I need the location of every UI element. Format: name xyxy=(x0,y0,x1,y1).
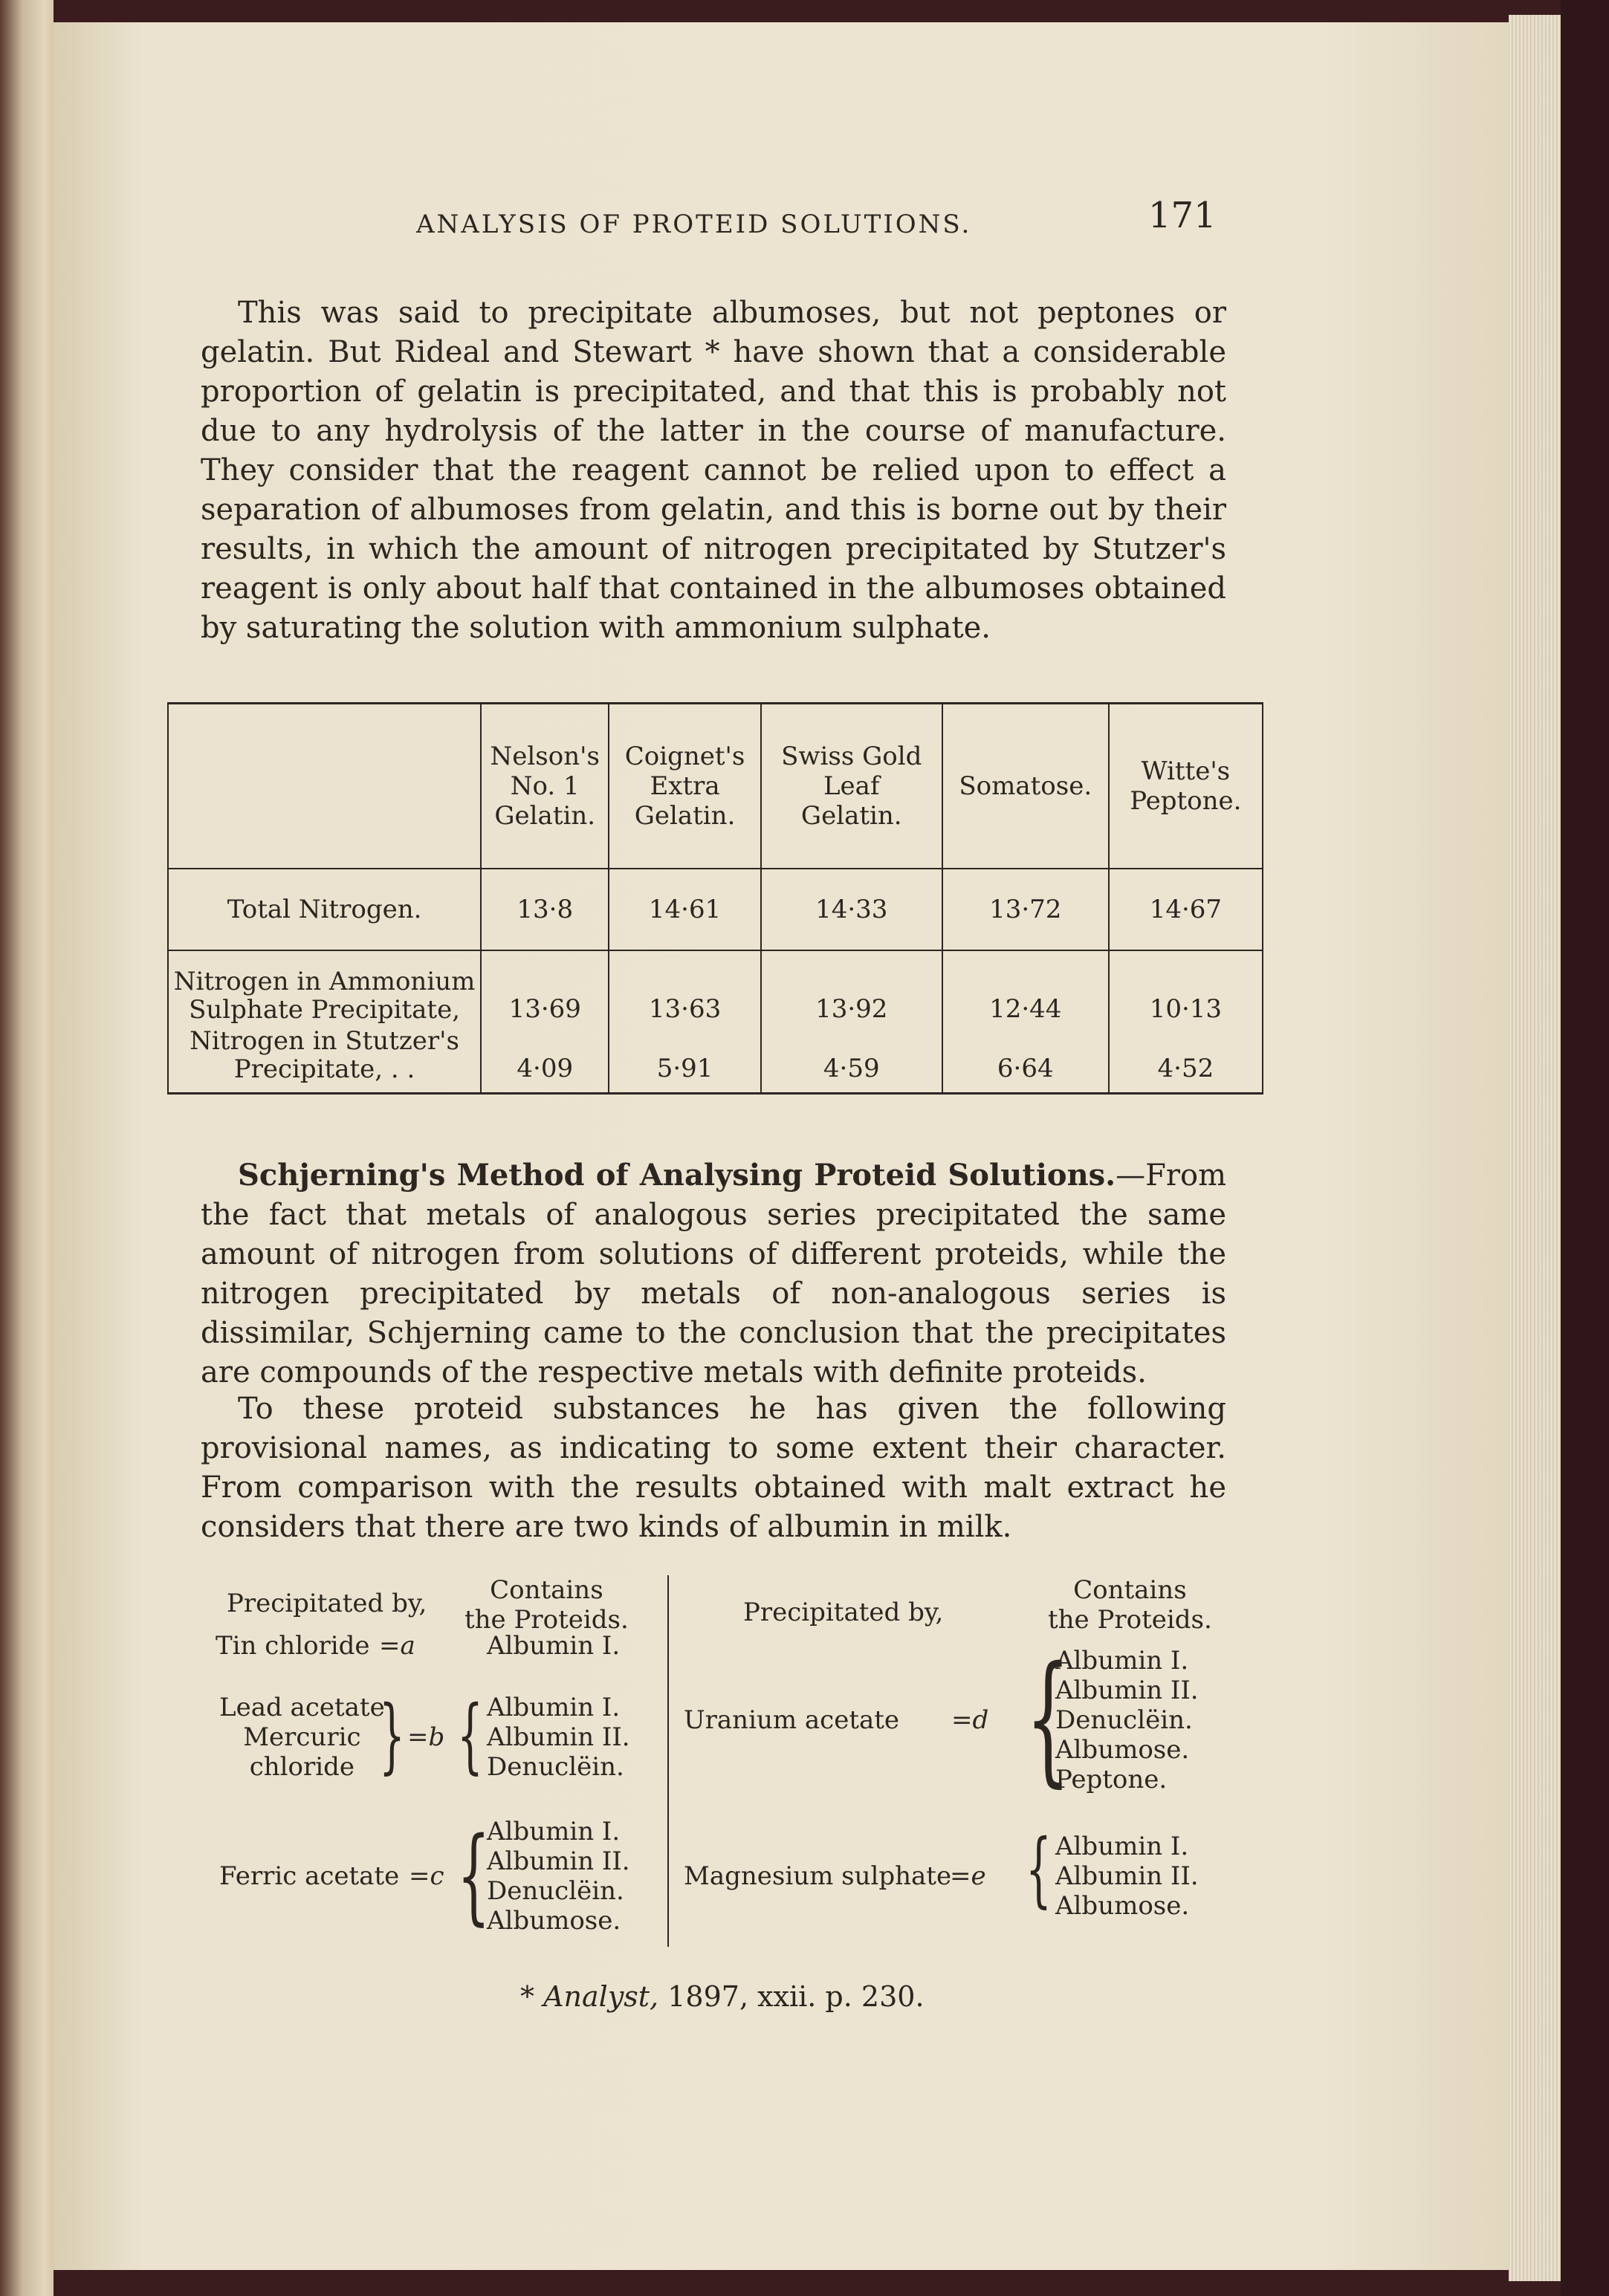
proteids-c xyxy=(487,1817,630,1936)
footnote xyxy=(520,1980,925,2013)
proteids-d xyxy=(1055,1646,1199,1794)
table-cell: 6·64 xyxy=(942,1024,1109,1094)
proteid-a: Albumin I. xyxy=(487,1631,621,1661)
footnote-source: Analyst, xyxy=(543,1980,659,2013)
proteid-line: Albumose. xyxy=(487,1906,621,1936)
right-brace: } xyxy=(379,1687,405,1783)
symbol-d: =d xyxy=(951,1705,989,1735)
proteid-line: Albumin II. xyxy=(487,1722,630,1752)
row-label-line: Total Nitrogen. xyxy=(227,895,422,924)
col-header xyxy=(1109,704,1263,869)
proteid-line: Albumose. xyxy=(1055,1735,1190,1765)
col-header-line: Somatose. xyxy=(959,771,1092,801)
table-cell: 13·69 xyxy=(481,950,609,1024)
proteid-line: Albumose. xyxy=(1055,1891,1190,1921)
table-cell: 4·59 xyxy=(761,1024,942,1094)
proteid-line: Albumin I. xyxy=(487,1817,621,1846)
precipitation-scheme xyxy=(201,1575,1256,1962)
left-header-precipitated: Precipitated by, xyxy=(227,1589,427,1618)
proteid-line: Albumin I. xyxy=(1055,1646,1189,1676)
row-label-line: Nitrogen in Stutzer's xyxy=(190,1026,459,1056)
col-header-line: Gelatin. xyxy=(494,801,596,831)
right-header-contains xyxy=(1048,1575,1212,1635)
col-header-line: Nelson's xyxy=(490,742,600,771)
reagent-line: Mercuric xyxy=(243,1722,361,1752)
table-cell: 13·72 xyxy=(942,869,1109,950)
header-line: the Proteids. xyxy=(1048,1605,1212,1635)
col-header-line: No. 1 xyxy=(510,771,580,801)
paragraph-3 xyxy=(201,1389,1226,1547)
symbol-b: =b xyxy=(407,1722,445,1752)
row-label-line: Precipitate, . . xyxy=(233,1054,415,1084)
col-header-line: Peptone. xyxy=(1130,786,1242,816)
reagent-line: chloride xyxy=(249,1752,355,1782)
proteid-line: Denuclëin. xyxy=(487,1876,624,1906)
table-cell: 14·67 xyxy=(1109,869,1263,950)
header-line: the Proteids. xyxy=(464,1605,629,1635)
reagent-line: Lead acetate xyxy=(219,1693,385,1722)
left-header-contains xyxy=(464,1575,629,1635)
paragraph-2-text: —From the fact that metals of analogous series precipitated the same amount of nitrogen from solutions of different proteids, while the nitrogen precipitated by metals of non-analogous series is dissimilar, Schjerning came to the conclusion that the precipitates are compounds of the respective metals with definite proteids. xyxy=(201,1158,1226,1389)
page-number: 171 xyxy=(1148,195,1217,236)
proteid-line: Albumin I. xyxy=(487,1693,621,1722)
col-header-line: Coignet's xyxy=(624,742,745,771)
col-header-line: Gelatin. xyxy=(634,801,736,831)
symbol-c: =c xyxy=(409,1861,444,1891)
row-label-line: Nitrogen in Ammonium xyxy=(173,967,476,996)
col-header xyxy=(761,704,942,869)
reagent-e: Magnesium sulphate xyxy=(684,1861,952,1891)
table-cell: 10·13 xyxy=(1109,950,1263,1024)
proteid-line: Albumin II. xyxy=(487,1846,630,1876)
reagent-c: Ferric acetate xyxy=(219,1861,400,1891)
page-edges xyxy=(1509,15,1561,2281)
section-heading: Schjerning's Method of Analysing Proteid Solutions. xyxy=(238,1158,1116,1193)
reagent-d: Uranium acetate xyxy=(684,1705,900,1735)
table-header-empty xyxy=(168,704,481,869)
left-brace: { xyxy=(457,1687,483,1783)
col-header-line: Extra xyxy=(650,771,720,801)
proteid-line: Albumin I. xyxy=(1055,1832,1189,1861)
right-header-precipitated: Precipitated by, xyxy=(743,1598,944,1627)
table-cell: 13·92 xyxy=(761,950,942,1024)
proteid-line: Albumin II. xyxy=(1055,1676,1199,1705)
col-header-line: Leaf xyxy=(823,771,880,801)
col-header xyxy=(481,704,609,869)
table-cell: 13·63 xyxy=(609,950,760,1024)
row-label xyxy=(168,869,481,950)
col-header-line: Swiss Gold xyxy=(781,742,922,771)
table-cell: 4·09 xyxy=(481,1024,609,1094)
header-line: Contains xyxy=(1073,1575,1187,1605)
section-paragraph-text xyxy=(201,1155,1226,1392)
table-cell: 12·44 xyxy=(942,950,1109,1024)
proteid-line: Peptone. xyxy=(1055,1765,1168,1794)
col-header xyxy=(609,704,760,869)
book-cover xyxy=(1561,0,1609,2296)
table-cell: 14·33 xyxy=(761,869,942,950)
col-header xyxy=(942,704,1109,869)
paragraph-1-text: This was said to precipitate albumoses, but not peptones or gelatin. But Rideal and Stewart * have shown that a considerable proportion of gelatin is precipitated, and that this is probably not due to any hydrolysis of the latter in the course of manufacture. They consider that the reagent cannot be relied upon to effect a separation of albumoses from gelatin, and this is borne out by their results, in which the amount of nitrogen precipitated by Stutzer's reagent is only about half that contained in the albumoses obtained by saturating the solution with ammonium sulphate. xyxy=(201,296,1226,645)
nitrogen-table xyxy=(167,702,1263,1095)
left-brace: { xyxy=(1026,1821,1052,1916)
scheme-divider xyxy=(667,1575,669,1947)
table-row xyxy=(168,950,1263,1024)
reagents-b xyxy=(219,1693,385,1782)
table-cell: 5·91 xyxy=(609,1024,760,1094)
table-row xyxy=(168,1024,1263,1094)
table-header-row xyxy=(168,704,1263,869)
footnote-marker: * xyxy=(520,1980,534,2013)
left-page-edge xyxy=(0,0,54,2296)
left-brace: { xyxy=(1026,1636,1071,1800)
proteid-line: Denuclëin. xyxy=(1055,1705,1193,1735)
proteid-line: Denuclëin. xyxy=(487,1752,624,1782)
symbol-e: =e xyxy=(950,1861,986,1891)
col-header-line: Gelatin. xyxy=(800,801,902,831)
section-paragraph xyxy=(201,1155,1226,1392)
table-cell: 14·61 xyxy=(609,869,760,950)
row-label xyxy=(168,950,481,1024)
table-cell: 4·52 xyxy=(1109,1024,1263,1094)
col-header-line: Witte's xyxy=(1141,756,1231,786)
row-label xyxy=(168,1024,481,1094)
table-cell: 13·8 xyxy=(481,869,609,950)
proteids-e xyxy=(1055,1832,1199,1921)
reagent-a: Tin chloride xyxy=(216,1631,370,1661)
paragraph-1 xyxy=(201,294,1226,648)
symbol-a: =a xyxy=(379,1631,415,1661)
running-title: ANALYSIS OF PROTEID SOLUTIONS. xyxy=(416,210,972,239)
table-row xyxy=(168,869,1263,950)
header-line: Contains xyxy=(490,1575,603,1605)
proteid-line: Albumin II. xyxy=(1055,1861,1199,1891)
footnote-citation: 1897, xxii. p. 230. xyxy=(667,1980,925,2013)
paragraph-3-text: To these proteid substances he has given the following provisional names, as indicating to some extent their character. From comparison with the results obtained with malt extract he considers that there are two kinds of albumin in milk. xyxy=(201,1392,1226,1544)
left-brace: { xyxy=(457,1815,491,1936)
proteids-b xyxy=(487,1693,630,1782)
row-label-line: Sulphate Precipitate, xyxy=(189,995,461,1025)
